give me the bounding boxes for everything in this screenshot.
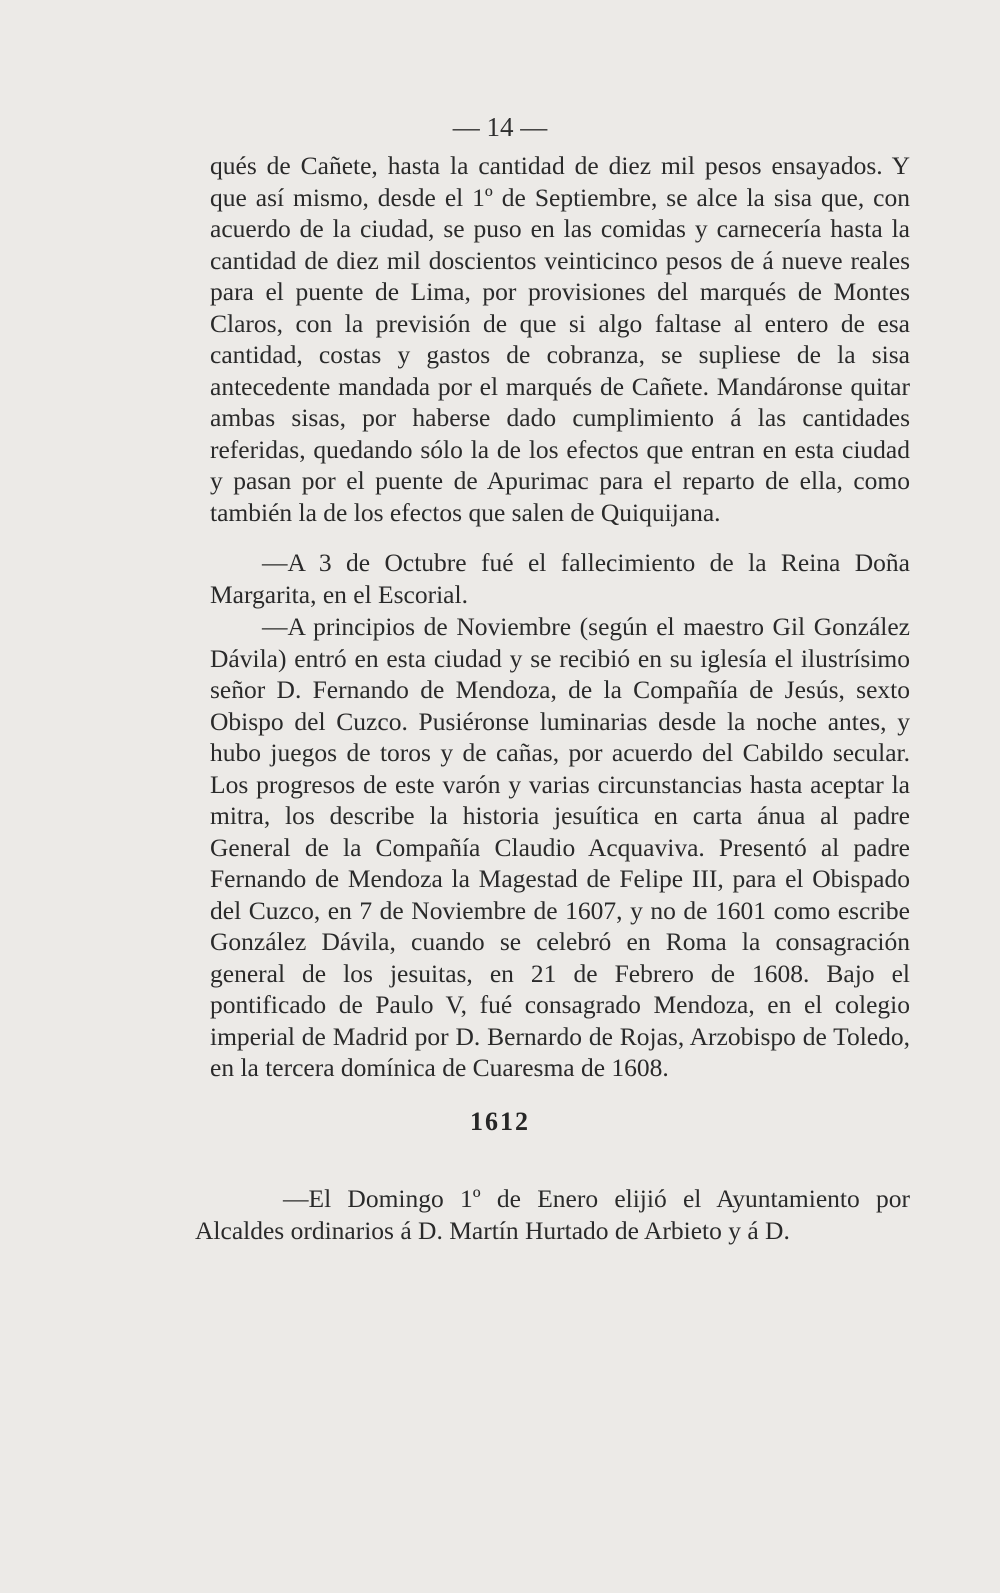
year-heading: 1612 [470, 1107, 530, 1136]
page-number: — 14 — [452, 112, 548, 142]
paragraph-alcaldes: —El Domingo 1º de Enero elijió el Ayuntamiento por Alcaldes ordinarios á D. Martín Hurtado de Arbieto y á D. [195, 1184, 910, 1245]
paragraph-sisa: qués de Cañete, hasta la cantidad de diez mil pesos ensayados. Y que así mismo, desde el 1º de Septiembre, se alce la sisa que, con acuerdo de la ciudad, se puso en las comidas y carnecería hasta la cantidad de diez mil doscientos veinticinco pesos de á nueve reales para el puente de Lima, por provisiones del marqués de Montes Claros, con la previsión de que si algo faltase al entero de esa cantidad, costas y gastos de cobranza, se supliese de la sisa antecedente mandada por el marqués de Cañete. Mandáronse quitar ambas sisas, por haberse dado cumplimiento á las cantidades referidas, quedando sólo la de los efectos que entran en esta ciudad y pasan por el puente de Apurimac para el reparto de ella, como también la de los efectos que salen de Quiquijana. [210, 151, 910, 527]
paragraph-queen-death: —A 3 de Octubre fué el fallecimiento de la Reina Doña Margarita, en el Escorial. [210, 548, 910, 609]
paragraph-bishop-mendoza: —A principios de Noviembre (según el maestro Gil González Dávila) entró en esta ciudad y se recibió en su iglesía el ilustrísimo señor D. Fernando de Mendoza, de la Compañía de Jesús, sexto Obispo del Cuzco. Pusiéronse luminarias desde la noche antes, y hubo juegos de toros y de cañas, por acuerdo del Cabildo secular. Los progresos de este varón y varias circunstancias hasta aceptar la mitra, los describe la historia jesuítica en carta ánua al padre General de la Compañía Claudio Acquaviva. Presentó al padre Fernando de Mendoza la Magestad de Felipe III, para el Obispado del Cuzco, en 7 de Noviembre de 1607, y no de 1601 como escribe González Dávila, cuando se celebró en Roma la consagración general de los jesuitas, en 21 de Febrero de 1608. Bajo el pontificado de Paulo V, fué consagrado Mendoza, en el colegio imperial de Madrid por D. Bernardo de Rojas, Arzobispo de Toledo, en la tercera domínica de Cuaresma de 1608. [210, 612, 910, 1082]
